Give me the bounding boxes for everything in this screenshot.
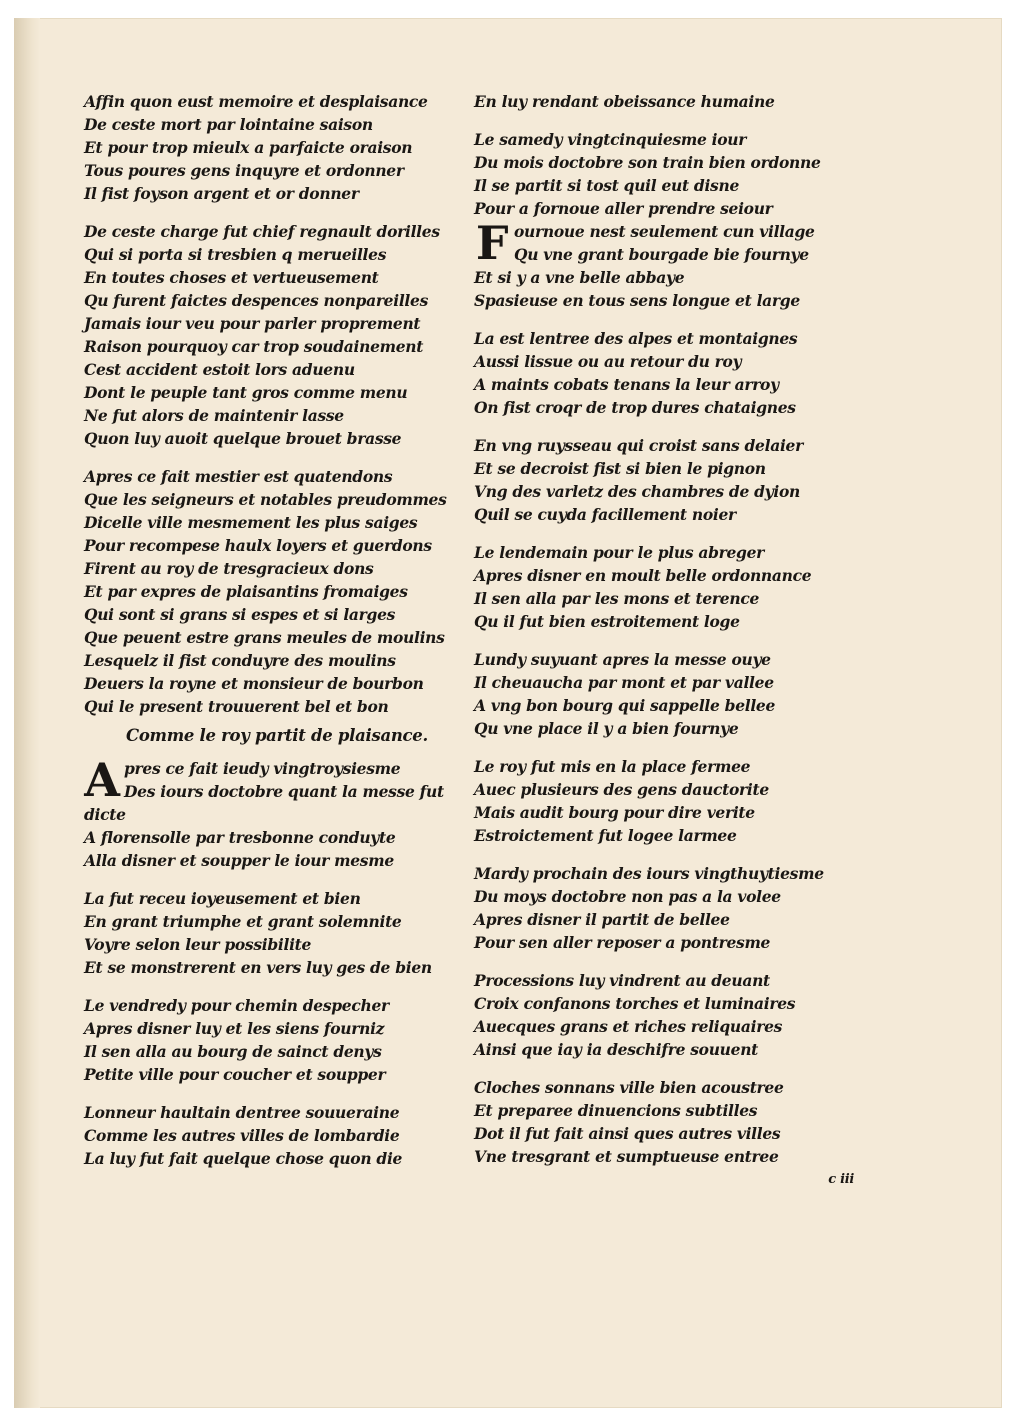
- verse-line: Apres disner il partit de bellee: [474, 910, 730, 929]
- verse-line: ournoue nest seulement cun village: [514, 222, 815, 241]
- verse-line: Et pour trop mieulx a parfaicte oraison: [84, 138, 413, 157]
- verse-line: Du moys doctobre non pas a la volee: [474, 887, 781, 906]
- verse-line: Il sen alla par les mons et terence: [474, 589, 760, 608]
- verse-line: Ne fut alors de maintenir lasse: [84, 406, 344, 425]
- signature-mark: c iii: [828, 1172, 854, 1187]
- right-stanza-9: [474, 862, 914, 954]
- verse-line: Spasieuse en tous sens longue et large: [474, 291, 800, 310]
- verse-line: Il sen alla au bourg de sainct denys: [84, 1042, 382, 1061]
- left-stanza-1: [84, 90, 484, 205]
- verse-line: La est lentree des alpes et montaignes: [474, 329, 798, 348]
- verse-line: Vng des varletz des chambres de dyion: [474, 482, 800, 501]
- left-column: [84, 90, 484, 1170]
- verse-line: Jamais iour veu pour parler proprement: [84, 314, 421, 333]
- verse-line: Estroictement fut logee larmee: [474, 826, 737, 845]
- verse-line: Firent au roy de tresgracieux dons: [84, 559, 374, 578]
- verse-line: En toutes choses et vertueusement: [84, 268, 379, 287]
- verse-line: Apres disner luy et les siens fourniz: [84, 1019, 385, 1038]
- book-page: [14, 18, 1002, 1408]
- verse-line: Croix confanons torches et luminaires: [474, 994, 796, 1013]
- right-stanza-10: [474, 969, 914, 1061]
- verse-line: Pour recompese haulx loyers et guerdons: [84, 536, 432, 555]
- verse-line: Qui si porta si tresbien q merueilles: [84, 245, 387, 264]
- verse-line: Affin quon eust memoire et desplaisance: [84, 92, 428, 111]
- verse-line: Lesquelz il fist conduyre des moulins: [84, 651, 396, 670]
- verse-line: La luy fut fait quelque chose quon die: [84, 1149, 403, 1168]
- section-heading: Comme le roy partit de plaisance.: [126, 726, 428, 745]
- verse-line: Ainsi que iay ia deschifre souuent: [474, 1040, 759, 1059]
- right-column: [474, 90, 914, 1188]
- verse-line: La fut receu ioyeusement et bien: [84, 889, 361, 908]
- verse-line: Il se partit si tost quil eut disne: [474, 176, 740, 195]
- verse-line: Auecques grans et riches reliquaires: [474, 1017, 783, 1036]
- verse-line: Le vendredy pour chemin despecher: [84, 996, 389, 1015]
- right-stanza-8: [474, 755, 914, 847]
- verse-line: Voyre selon leur possibilite: [84, 935, 312, 954]
- verse-line: Raison pourquoy car trop soudainement: [84, 337, 424, 356]
- left-stanza-6: [84, 994, 484, 1086]
- left-stanza-3: [84, 465, 484, 718]
- verse-line: En luy rendant obeissance humaine: [474, 92, 775, 111]
- verse-line: Mardy prochain des iours vingthuytiesme: [474, 864, 824, 883]
- initial-letter: F: [475, 216, 509, 270]
- left-stanza-4: [84, 753, 484, 872]
- verse-line: Alla disner et soupper le iour mesme: [84, 851, 394, 870]
- right-stanza-2: [474, 128, 914, 220]
- verse-line: Que les seigneurs et notables preudommes: [84, 490, 447, 509]
- verse-line: Et se decroist fist si bien le pignon: [474, 459, 766, 478]
- verse-line: Qui le present trouuerent bel et bon: [84, 697, 389, 716]
- verse-line: Et preparee dinuencions subtilles: [474, 1101, 758, 1120]
- verse-line: Dont le peuple tant gros comme menu: [84, 383, 408, 402]
- verse-line: Qu vne place il y a bien fournye: [474, 719, 739, 738]
- verse-line: Qu furent faictes despences nonpareilles: [84, 291, 428, 310]
- left-stanza-5: [84, 887, 484, 979]
- verse-line: Des iours doctobre quant la messe fut: [124, 782, 444, 801]
- verse-line: On fist croqr de trop dures chataignes: [474, 398, 796, 417]
- verse-line: Pour a fornoue aller prendre seiour: [474, 199, 773, 218]
- verse-line: Aussi lissue ou au retour du roy: [474, 352, 742, 371]
- verse-line: Tous poures gens inquyre et ordonner: [84, 161, 404, 180]
- right-stanza-6: [474, 541, 914, 633]
- page-gutter: [14, 18, 40, 1408]
- verse-line: Qu vne grant bourgade bie fournye: [514, 245, 809, 264]
- verse-line: En grant triumphe et grant solemnite: [84, 912, 402, 931]
- verse-line: Apres ce fait mestier est quatendons: [84, 467, 393, 486]
- verse-line: Cest accident estoit lors aduenu: [84, 360, 355, 379]
- initial-letter: A: [84, 753, 120, 807]
- verse-line: Et se monstrerent en vers luy ges de bien: [84, 958, 432, 977]
- verse-line: Et si y a vne belle abbaye: [474, 268, 685, 287]
- verse-line: Deuers la royne et monsieur de bourbon: [84, 674, 424, 693]
- verse-line: Vne tresgrant et sumptueuse entree: [474, 1147, 779, 1166]
- verse-line: Qu il fut bien estroitement loge: [474, 612, 740, 631]
- verse-line: Il fist foyson argent et or donner: [84, 184, 359, 203]
- verse-line: Quon luy auoit quelque brouet brasse: [84, 429, 402, 448]
- verse-line: Il cheuaucha par mont et par vallee: [474, 673, 774, 692]
- right-stanza-5: [474, 434, 914, 526]
- right-stanza-3: [474, 216, 914, 312]
- right-stanza-7: [474, 648, 914, 740]
- verse-line: Et par expres de plaisantins fromaiges: [84, 582, 408, 601]
- right-stanza-1: [474, 90, 914, 113]
- verse-line: Pour sen aller reposer a pontresme: [474, 933, 771, 952]
- verse-line: Le lendemain pour le plus abreger: [474, 543, 765, 562]
- verse-line: pres ce fait ieudy vingtroysiesme: [124, 759, 401, 778]
- right-stanza-11: [474, 1076, 914, 1168]
- verse-line: De ceste mort par lointaine saison: [84, 115, 373, 134]
- verse-line: Petite ville pour coucher et soupper: [84, 1065, 386, 1084]
- verse-line: Le samedy vingtcinquiesme iour: [474, 130, 747, 149]
- verse-line: Processions luy vindrent au deuant: [474, 971, 770, 990]
- verse-line: De ceste charge fut chief regnault dorilles: [84, 222, 440, 241]
- verse-line: Quil se cuyda facillement noier: [474, 505, 736, 524]
- verse-line: Le roy fut mis en la place fermee: [474, 757, 751, 776]
- left-stanza-2: [84, 220, 484, 450]
- verse-line: Auec plusieurs des gens dauctorite: [474, 780, 769, 799]
- verse-line: Comme les autres villes de lombardie: [84, 1126, 400, 1145]
- right-stanza-4: [474, 327, 914, 419]
- left-stanza-7: [84, 1101, 484, 1170]
- verse-line: Mais audit bourg pour dire verite: [474, 803, 755, 822]
- verse-line: Cloches sonnans ville bien acoustree: [474, 1078, 784, 1097]
- verse-line: Du mois doctobre son train bien ordonne: [474, 153, 821, 172]
- verse-line: En vng ruysseau qui croist sans delaier: [474, 436, 803, 455]
- verse-line: dicte: [84, 805, 126, 824]
- verse-line: A florensolle par tresbonne conduyte: [84, 828, 396, 847]
- verse-line: Lundy suyuant apres la messe ouye: [474, 650, 771, 669]
- verse-line: Qui sont si grans si espes et si larges: [84, 605, 396, 624]
- verse-line: Dicelle ville mesmement les plus saiges: [84, 513, 418, 532]
- verse-line: Que peuent estre grans meules de moulins: [84, 628, 445, 647]
- verse-line: Apres disner en moult belle ordonnance: [474, 566, 812, 585]
- verse-line: Lonneur haultain dentree souueraine: [84, 1103, 400, 1122]
- verse-line: A maints cobats tenans la leur arroy: [474, 375, 779, 394]
- verse-line: A vng bon bourg qui sappelle bellee: [474, 696, 776, 715]
- verse-line: Dot il fut fait ainsi ques autres villes: [474, 1124, 781, 1143]
